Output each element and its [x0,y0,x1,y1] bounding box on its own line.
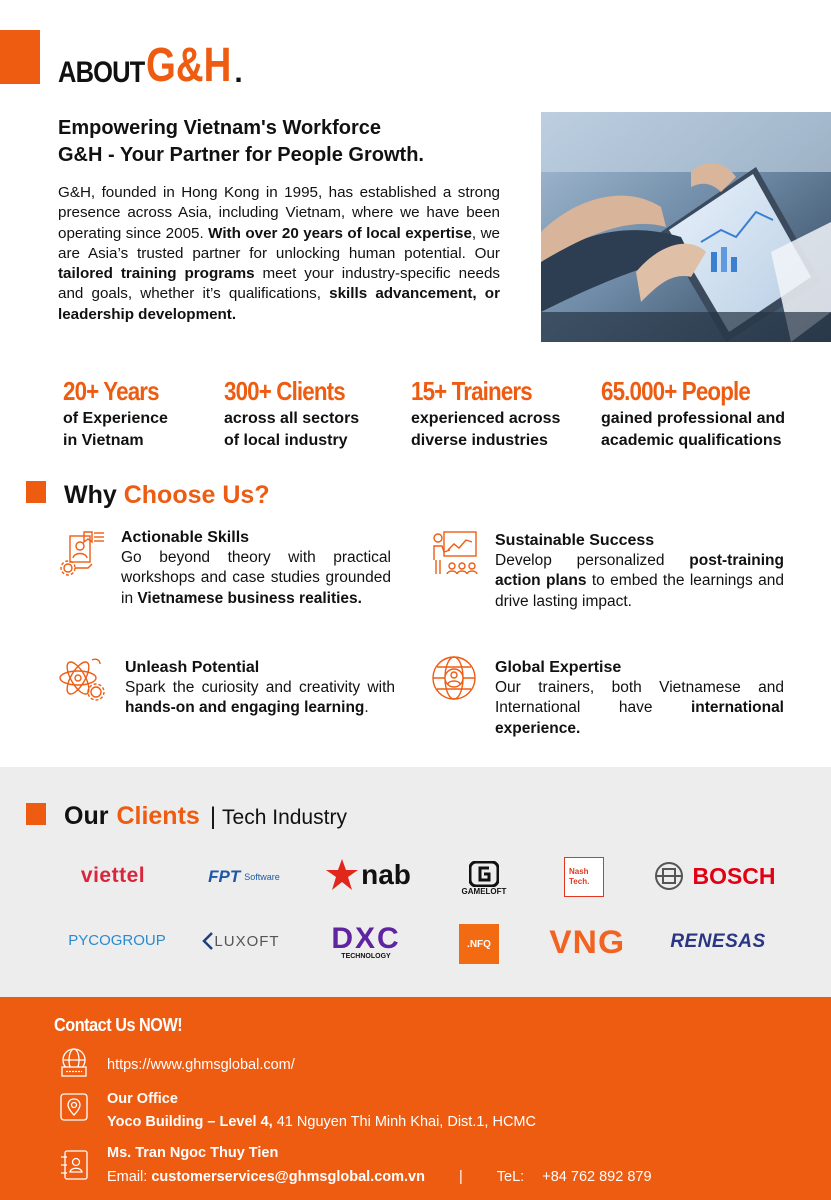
clients-title-a: Our [64,802,109,830]
contact-details [107,1166,807,1189]
nfq-logo [459,924,499,964]
email-label: Email: [107,1169,152,1185]
stat-clients-value: 300+ Clients [224,376,345,406]
office-label: Our Office [107,1091,178,1107]
tagline-line-2: G&H - Your Partner for People Growth. [58,144,424,166]
feature-sustainable-success [495,531,784,612]
contact-divider: | [458,1169,463,1185]
intro-bold-2: tailored training programs [58,265,255,283]
stat-years-caption-2: in Vietnam [63,432,144,449]
dxc-logo-text: DXC [331,921,401,955]
stat-years-value: 20+ Years [63,376,159,406]
feature-global-expertise [495,658,784,739]
clients-title-b: Clients [116,802,200,830]
viettel-logo [60,858,166,894]
stat-trainers [411,376,560,451]
nab-logo [318,855,418,895]
gameloft-mark-icon [469,861,499,887]
bosch-armature-icon [654,861,684,891]
stat-clients [224,376,364,451]
clients-accent-square [26,803,46,825]
dxc-logo-sub: TECHNOLOGY [341,952,391,960]
stat-clients-caption-1: across all sectors [224,410,360,427]
feature-text: to embed the learnings and drive lasting impact. [495,572,784,610]
luxoft-logo [196,918,286,964]
stat-years-caption-1: of Experience [63,410,168,427]
actionable-skills-icon [58,530,106,578]
viettel-logo-text: viettel [80,864,146,887]
contact-person-name: Ms. Tran Ngoc Thuy Tien [107,1145,279,1161]
contact-person-icon [58,1149,90,1181]
why-title-a: Why [64,481,117,509]
feature-bold: hands-on and engaging learning [125,699,365,717]
fpt-logo-text: FPT [208,867,241,886]
contact-title: Contact Us NOW! [54,1015,183,1035]
nab-logo-text: nab [361,859,411,890]
website-link[interactable]: https://www.ghmsglobal.com/ [107,1057,295,1073]
why-accent-square [26,481,46,503]
feature-text: Our trainers, both Vietnamese and International have [495,679,784,717]
pycogroup-logo [64,926,170,954]
bosch-logo [648,858,782,894]
feature-description [495,551,784,612]
page-title [58,40,243,90]
feature-description [121,548,391,609]
nab-star-icon [325,858,359,892]
pycogroup-logo-text: PYCOGROUP [68,931,166,949]
clients-section-title [64,802,347,831]
feature-title: Unleash Potential [125,659,260,676]
feature-unleash-potential [125,658,395,719]
tagline [58,115,424,169]
stat-people-caption-1: gained professional and [601,410,786,427]
title-dot: . [234,56,243,89]
why-title-b: Choose Us? [123,481,270,509]
stat-trainers-caption-1: experienced across [411,410,561,427]
feature-text: . [364,699,369,717]
stat-clients-caption-2: of local industry [224,432,348,449]
office-street: 41 Nguyen Thi Minh Khai, Dist.1, HCMC [272,1114,536,1130]
gameloft-logo-text: GAMELOFT [461,886,507,896]
gameloft-logo [452,856,516,900]
clients-industry: Tech Industry [222,806,347,829]
title-about: ABOUT [58,56,145,89]
title-brand: G&H [145,39,231,92]
intro-paragraph [58,183,500,325]
global-expertise-icon [430,654,478,702]
office-building: Yoco Building – Level 4, [107,1114,273,1130]
email-link[interactable]: customerservices@ghmsglobal.com.vn [151,1169,425,1185]
tel-label: TeL: [496,1169,525,1185]
contact-footer [0,997,831,1200]
feature-description [495,678,784,739]
nashtech-logo [564,857,604,897]
why-section-title [64,481,270,510]
stat-people-caption-2: academic qualifications [601,432,782,449]
unleash-potential-icon [58,656,106,704]
feature-title: Global Expertise [495,659,622,676]
renesas-logo-text: RENESAS [670,931,766,952]
feature-bold: international experience. [495,699,784,737]
intro-text-3: meet your industry-specific needs and goals, whether it’s qualifications, [58,265,501,303]
stat-people [601,376,785,451]
stat-people-value: 65.000+ People [601,376,750,406]
luxoft-logo-text: LUXOFT [214,932,280,950]
website-globe-icon [58,1047,90,1079]
fpt-logo [196,860,292,894]
feature-text: Go beyond theory with practical workshops and case studies grounded in [121,549,391,607]
clients-title-separator: | [209,803,217,830]
dxc-logo [328,921,404,963]
tel-number[interactable]: +84 762 892 879 [542,1169,652,1185]
feature-bold: Vietnamese business realities. [137,589,362,607]
office-address [107,1111,536,1134]
feature-title: Actionable Skills [121,529,250,546]
bosch-logo-text: BOSCH [692,862,776,889]
nfq-logo-text: .NFQ [467,938,491,950]
header-accent-square [0,30,40,84]
luxoft-left-chevron-icon [202,931,214,951]
nashtech-logo-text: Nash Tech. [569,867,590,886]
feature-text: Spark the curiosity and creativity with [125,679,395,696]
intro-text-2: , we are Asia’s trusted partner for unlocking human potential. Our [58,224,500,262]
vng-logo [548,922,626,962]
fpt-logo-sub: Software [244,872,280,882]
office-map-icon [58,1091,90,1123]
feature-bold: post-training action plans [495,552,784,590]
stat-trainers-value: 15+ Trainers [411,376,532,406]
feature-description [125,678,395,719]
feature-title: Sustainable Success [495,532,655,549]
sustainable-success-icon [430,530,480,576]
hero-photo [541,112,831,342]
feature-text: Develop personalized [495,552,690,569]
renesas-logo [652,928,784,956]
feature-actionable-skills [121,528,391,609]
stat-trainers-caption-2: diverse industries [411,432,548,449]
tagline-line-1: Empowering Vietnam's Workforce [58,117,381,139]
vng-logo-text: VNG [549,923,625,960]
intro-bold-1: With over 20 years of local expertise [208,224,472,242]
intro-text-1: G&H, founded in Hong Kong in 1995, has established a strong presence across Asia, including Vietnam, where we have been operating since 2005. [58,184,500,242]
stat-years [63,376,174,451]
intro-bold-3: skills advancement, or leadership development. [58,285,500,323]
